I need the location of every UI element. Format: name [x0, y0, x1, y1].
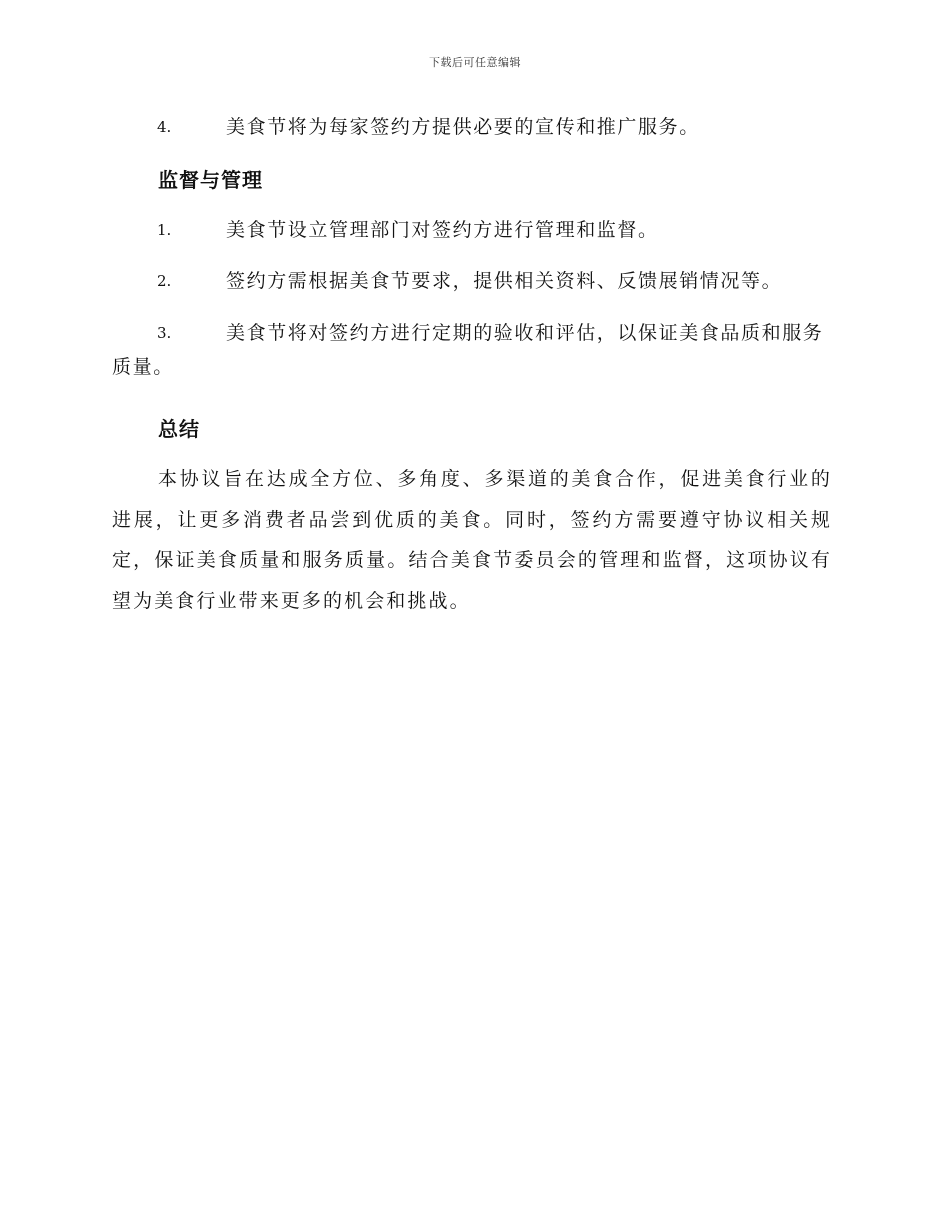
- list-item-text: 签约方需根据美食节要求，提供相关资料、反馈展销情况等。: [226, 270, 783, 292]
- list-item: [112, 264, 832, 298]
- list-item: [112, 110, 832, 144]
- list-item-number: 2.: [157, 272, 172, 290]
- list-item: [112, 316, 832, 384]
- list-item-number: 1.: [157, 221, 172, 239]
- list-item-text: 美食节将为每家签约方提供必要的宣传和推广服务。: [226, 116, 700, 138]
- list-item-number: 4.: [157, 118, 172, 136]
- section-heading-summary: 总结: [158, 417, 200, 441]
- page-header: 下载后可任意编辑: [429, 56, 521, 69]
- list-item-number: 3.: [157, 324, 172, 342]
- list-item-text: 美食节将对签约方进行定期的验收和评估，以保证美食品质和服务质量。: [112, 322, 824, 378]
- section-heading-supervision: 监督与管理: [158, 168, 263, 192]
- summary-paragraph: 本协议旨在达成全方位、多角度、多渠道的美食合作，促进美食行业的进展，让更多消费者品尝到优质的美食。同时，签约方需要遵守协议相关规定，保证美食质量和服务质量。结合美食节委员会的管理和监督，这项协议有望为美食行业带来更多的机会和挑战。: [112, 468, 832, 612]
- list-item-text: 美食节设立管理部门对签约方进行管理和监督。: [226, 219, 659, 241]
- list-item: [112, 213, 832, 247]
